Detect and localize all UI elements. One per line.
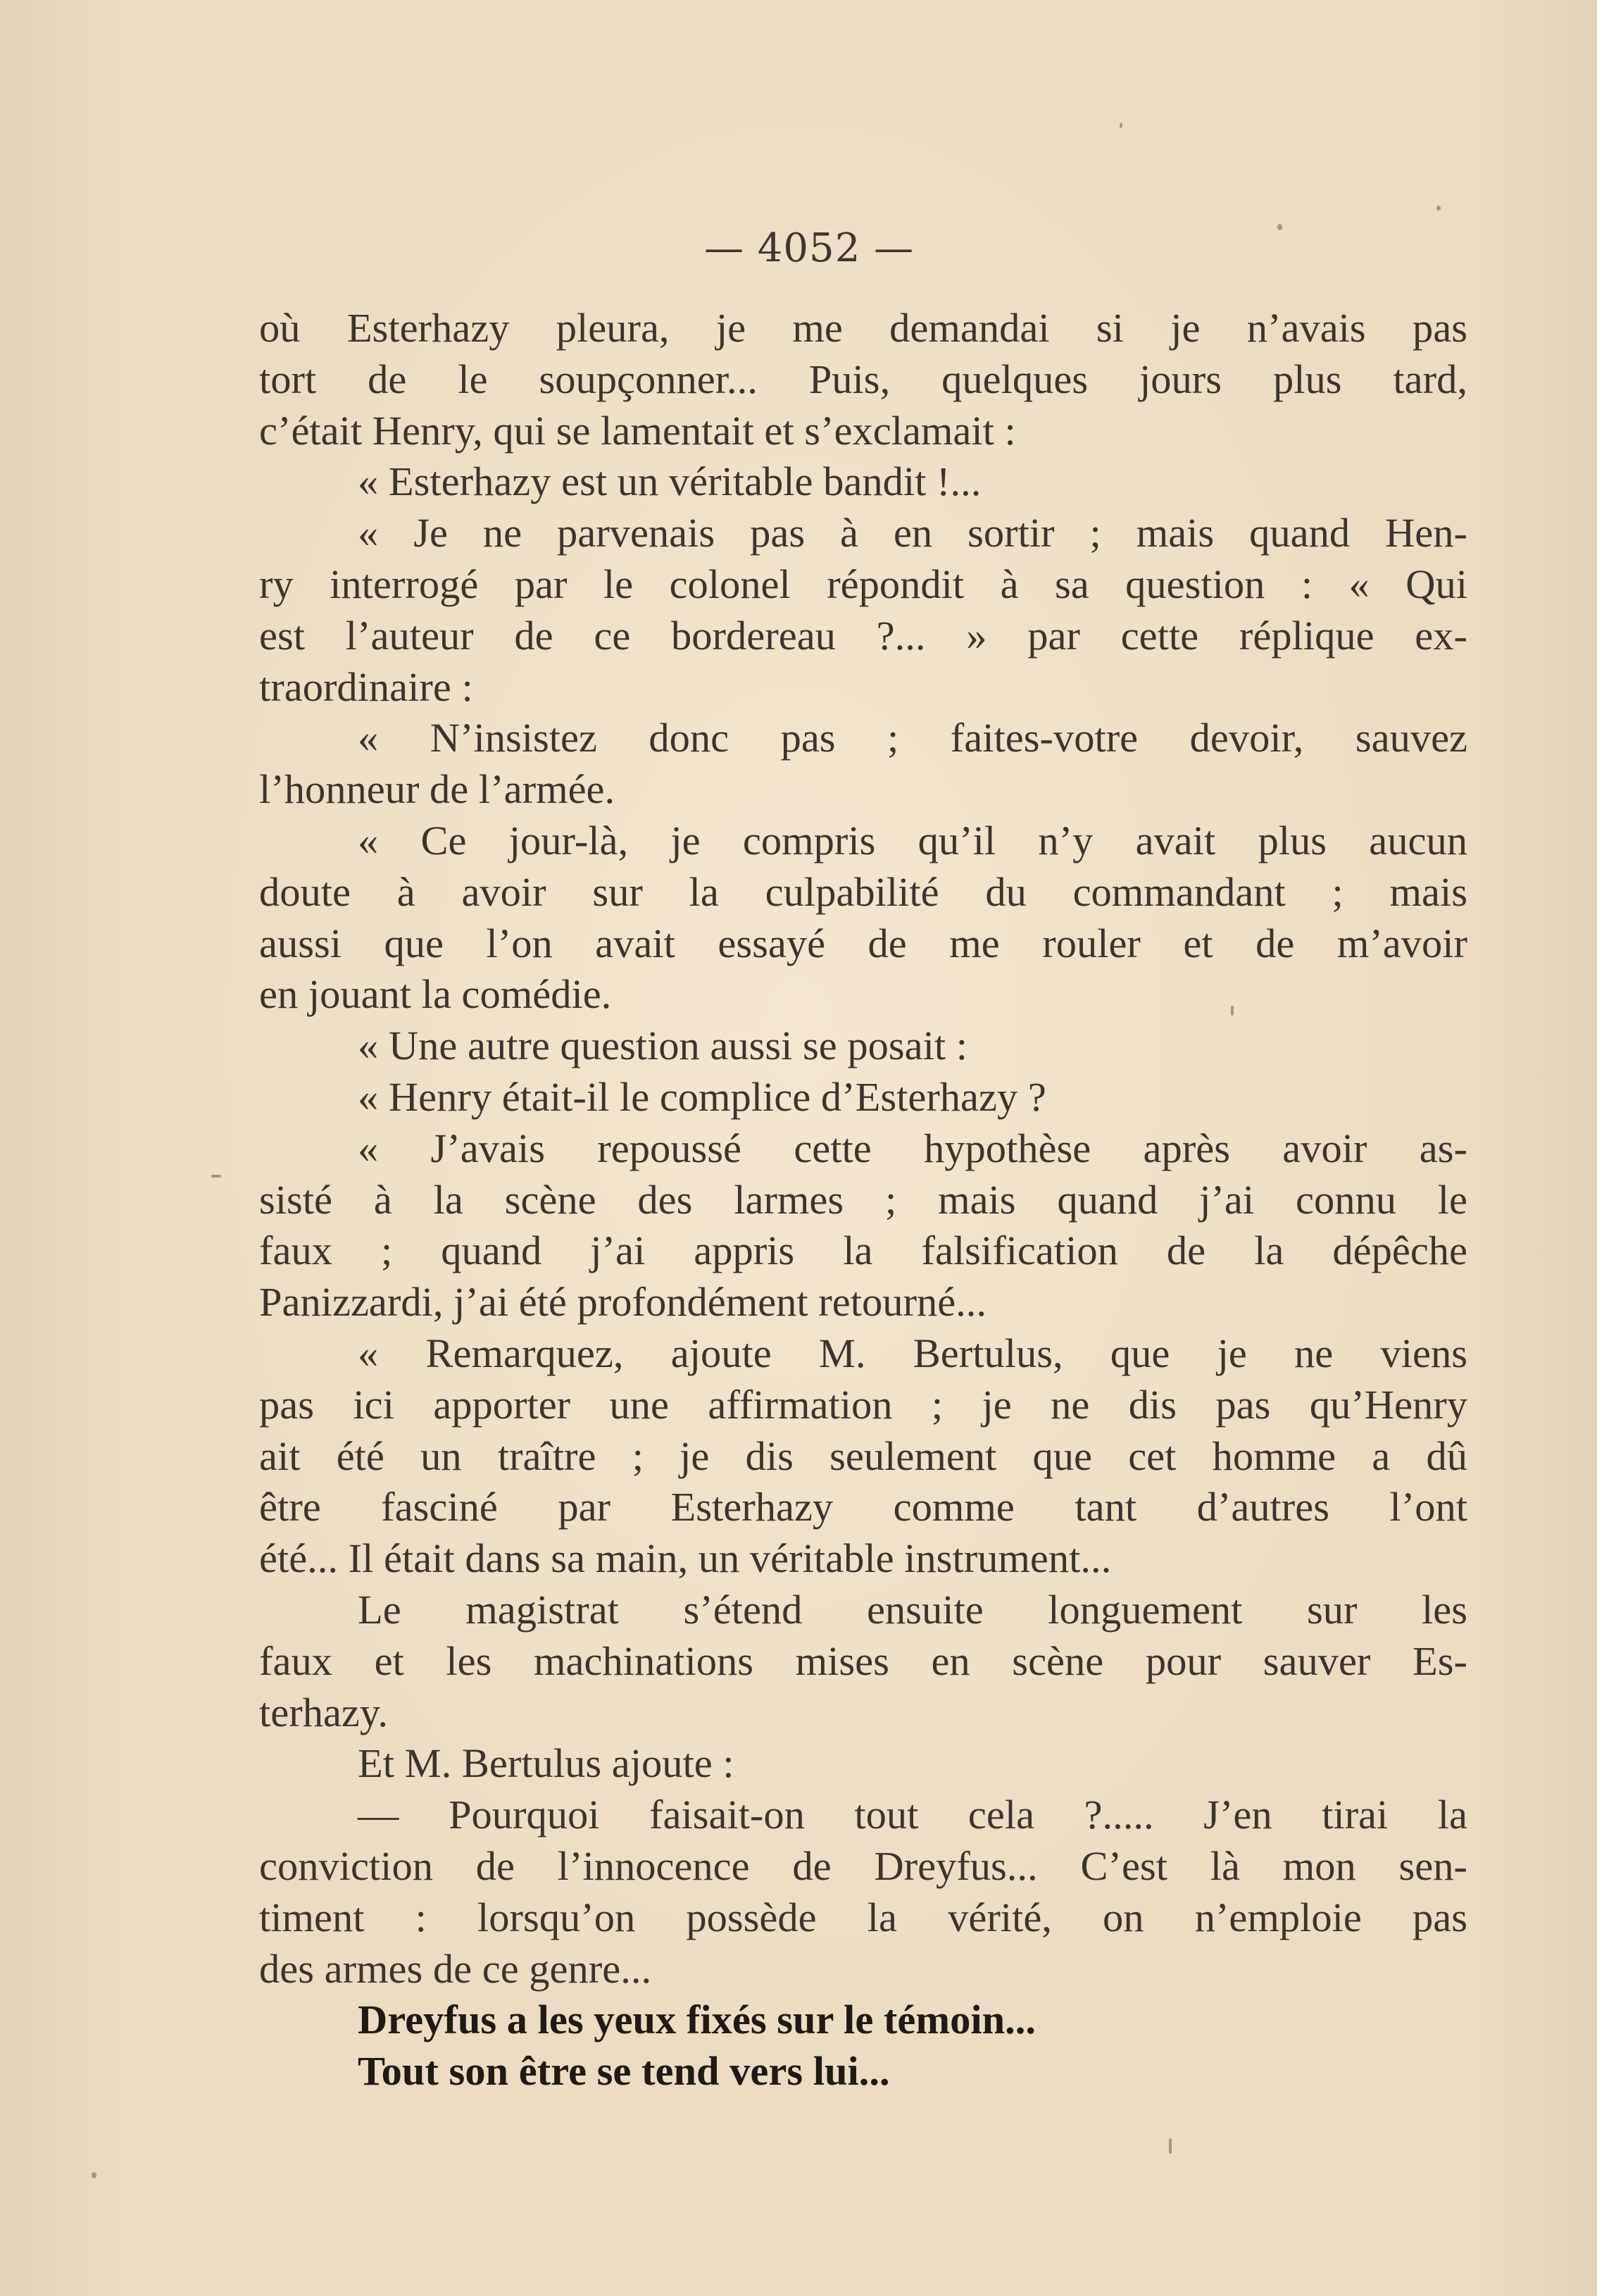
text-line: aussi que l’on avait essayé de me rouler et de m’avoir — [259, 920, 1467, 966]
scan-speck — [211, 1175, 221, 1178]
scan-speck — [1436, 206, 1441, 211]
text-line: « Henry était-il le complice d’Esterhazy ? — [358, 1073, 1046, 1120]
text-line: pas ici apporter une affirmation ; je ne dis pas qu’Henry — [259, 1381, 1467, 1428]
text-line: c’était Henry, qui se lamentait et s’exclamait : — [259, 407, 1016, 454]
text-line: être fasciné par Esterhazy comme tant d’autres l’ont — [259, 1484, 1467, 1530]
text-line: « Remarquez, ajoute M. Bertulus, que je ne viens — [358, 1330, 1467, 1376]
text-line: Le magistrat s’étend ensuite longuement sur les — [358, 1586, 1467, 1633]
text-line: Panizzardi, j’ai été profondément retourné... — [259, 1279, 987, 1325]
text-line: conviction de l’innocence de Dreyfus... C’est là mon sen- — [259, 1842, 1467, 1889]
text-line: ait été un traître ; je dis seulement que cet homme a dû — [259, 1433, 1467, 1479]
text-line: l’honneur de l’armée. — [259, 766, 615, 813]
text-line: Et M. Bertulus ajoute : — [358, 1740, 734, 1787]
scan-speck — [1231, 1006, 1234, 1016]
text-line: Dreyfus a les yeux fixés sur le témoin... — [358, 1997, 1036, 2043]
text-line: été... Il était dans sa main, un véritable instrument... — [259, 1535, 1112, 1582]
scan-speck — [92, 2172, 96, 2178]
text-line: tort de le soupçonner... Puis, quelques jours plus tard, — [259, 356, 1467, 402]
text-line: traordinaire : — [259, 663, 473, 710]
text-line: « J’avais repoussé cette hypothèse après avoir as- — [358, 1125, 1467, 1171]
scan-speck — [1120, 123, 1122, 128]
text-line: « Je ne parvenais pas à en sortir ; mais quand Hen- — [358, 510, 1467, 556]
body-text — [259, 303, 1467, 2097]
text-line: faux ; quand j’ai appris la falsification de la dépêche — [259, 1228, 1467, 1274]
text-line: où Esterhazy pleura, je me demandai si je n’avais pas — [259, 305, 1467, 351]
text-line: doute à avoir sur la culpabilité du commandant ; mais — [259, 868, 1467, 915]
page-number: — 4052 — — [704, 225, 915, 271]
text-line: « Esterhazy est un véritable bandit !... — [358, 458, 982, 505]
text-line: sisté à la scène des larmes ; mais quand j’ai connu le — [259, 1176, 1467, 1223]
text-line: timent : lorsqu’on possède la vérité, on n’emploie pas — [259, 1894, 1467, 1940]
text-line: faux et les machinations mises en scène pour sauver Es- — [259, 1637, 1467, 1684]
text-line: est l’auteur de ce bordereau ?... » par cette réplique ex- — [259, 612, 1467, 659]
text-line: « N’insistez donc pas ; faites-votre devoir, sauvez — [358, 715, 1467, 761]
text-line: — Pourquoi faisait-on tout cela ?..... J’en tirai la — [358, 1792, 1467, 1838]
text-line: « Ce jour-là, je compris qu’il n’y avait plus aucun — [358, 817, 1467, 863]
scan-speck — [1169, 2138, 1172, 2154]
text-line: Tout son être se tend vers lui... — [358, 2048, 890, 2095]
text-line: ry interrogé par le colonel répondit à sa question : « Qui — [259, 561, 1467, 607]
text-line: terhazy. — [259, 1689, 388, 1735]
text-line: des armes de ce genre... — [259, 1945, 652, 1992]
text-line: en jouant la comédie. — [259, 971, 612, 1018]
scan-speck — [1277, 224, 1282, 230]
text-line: « Une autre question aussi se posait : — [358, 1023, 967, 1069]
